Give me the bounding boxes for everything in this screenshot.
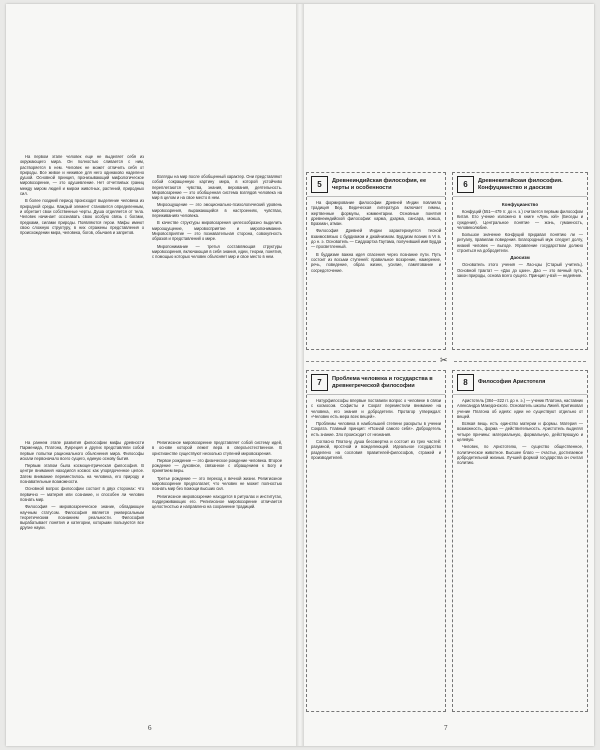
right-page [302,4,594,746]
paragraph: Религиозное мировоззрение представляет собой систему идей, в основе которой лежит вера в сверхъестественное. В христианстве существуют несколько ступеней мировоззрения. [152,440,282,456]
left-column-1-bottom [20,440,144,620]
paragraph: В буддизме важна идея спасения через познание пути. Путь состоит из восьми ступеней: правильное воззрение, намерение, речь, поведение, образ жизни, усилие, памятование и сосредоточение. [311,251,441,273]
section-7 [306,370,446,712]
section-title: Древнеиндийская философия, ее черты и особенности [332,177,427,191]
section-6 [452,172,588,350]
paragraph: Конфуций (551—479 гг. до н. э.) считается первым философом Китая. Его учение изложено в книге «Лунь юй» (Беседы и суждения). Центральное понятие — жэнь, гуманность, человеколюбие. [457,209,583,230]
left-column-2-top [152,174,282,374]
paragraph: Философия — мировоззренческое знание, обладающее научным статусом. Философия является универсальным теоретическим познанием реальности. Философия вырабатывает понятия и категории, которыми пользуются все другие науки. [20,504,144,531]
subsection-title: Конфуцианство [501,202,539,207]
section-header [307,173,445,197]
paragraph: На первом этапе человек еще не выделяет себя из окружающего мира. Он полностью сливается с ним, растворяется в нем. Человек не может отличить себя от природы. Все живое и неживое для него одинаково наделено душой. Основной принцип, пронизывающий мифологическое мировоззрение, — это одушевление. Нет отчетливых границ между миром людей и миром животных, растений, природных сил. [20,154,144,197]
paragraph: Религиозное мировоззрение находится в ритуалах и институтах, поддерживающих его. Религиозное мировоззрение отличается целостностью и направлено на сохранение традиций. [152,493,282,510]
paragraph: Всякая вещь есть единство материи и формы. Материя — возможность, форма — действительность. Аристотель выделял четыре причины: материальную, формальную, действующую и целевую. [457,421,583,443]
book-spread [6,4,594,746]
section-title: Древнекитайская философия. Конфуцианство и даосизм [478,177,563,191]
paragraph: Большое значение Конфуций придавал понятию ли — ритуалу, правилам поведения. Благородный муж следует долгу, низкий человек — выгоде. Управление государством должно строиться на добродетели. [457,232,583,254]
section-5 [306,172,446,350]
paragraph: Третье рождение — это переход к вечной жизни. Религиозное мировоззрение предполагает, что человек не может полностью познать мир без помощи высших сил. [152,475,282,492]
section-header [307,371,445,395]
cut-line [454,361,586,362]
section-title: Философия Аристотеля [478,379,546,386]
section-header [453,371,587,395]
section-number: 7 [311,374,328,391]
section-number: 6 [457,176,474,193]
paragraph: В качестве структуры мировоззрения целесообразно выделить мироощущение, мировосприятие и миропонимание. Мировосприятие — это познавательная сторона, совокупность образов и представлений о мире. [152,220,282,242]
paragraph: На раннем этапе развития философии мифы древности Парменида, Платона, Лукреция и других представляли собой первые попытки рационального объяснения мира. Философы искали первоначало всего сущего, единую основу бытия. [20,440,144,461]
paragraph: Первым этапом была космоцентрическая философия. В центре внимания находился космос как упорядоченное целое. Затем внимание переместилось на человека, его природу и познавательные возможности. [20,463,144,485]
paragraph: Основатель этого учения — Лао-цзы (Старый учитель). Основной трактат — «Дао дэ цзин». Дао — это вечный путь, закон природы, основа всего сущего. Принцип у-вэй — недеяние. [457,262,583,278]
page-number: 7 [444,724,448,732]
paragraph: Основной вопрос философии состоит в двух сторонах: что первично — материя или сознание, и способен ли человек познать мир. [20,486,144,502]
paragraph: Мироощущение — это эмоционально-психологический уровень мировоззрения, выражающийся в настроениях, чувствах, переживаниях человека. [152,202,282,219]
paragraph: Согласно Платону, душа бессмертна и состоит из трех частей: разумной, яростной и вожделеющей. Идеальное государство разделено на сословия правителей-философов, стражей и производителей. [311,439,441,460]
left-column-1-top [20,154,144,304]
section-number: 5 [311,176,328,193]
paragraph: Взгляды на мир после обобщенный характер. Они представляют собой сокращенную картину мира, в которой устойчиво переплетаются чувства, знания, верования, деятельность. Мировоззрение — это обобщенная система взглядов человека на мир в целом и на свое место в нем. [152,174,282,201]
section-8 [452,370,588,712]
paragraph: Натурфилософы впервые поставили вопрос о человеке в связи с космосом. Софисты и Сократ переместили внимание на человека, его знания и добродетели. Протагор утверждал: «Человек есть мера всех вещей». [311,398,441,419]
paragraph: Проблемы человека в наибольшей степени раскрыты в учении Сократа. Главный принцип: «Познай самого себя». Добродетель есть знание. Зло происходит от незнания. [311,421,441,437]
left-page [6,4,298,746]
paragraph: Первое рождение — это физическое рождение человека. Второе рождение — духовное, связанное с обращением к Богу и принятием веры. [152,457,282,474]
paragraph: Человек, по Аристотелю, — существо общественное, политическое животное. Высшее благо — счастье, достигаемое добродетельной жизнью. Лучшей формой государства он считал политию. [457,444,583,466]
paragraph: Миропонимание — третья составляющая структуры мировоззрения, включающая в себя знания, идеи, теории, понятия, с помощью которых человек объясняет мир и свое место в нем. [152,243,282,260]
paragraph: На формирование философии Древней Индии повлияла традиция Вед. Ведическая литература включает гимны, жертвенные формулы, комментарии. Основные понятия древнеиндийской философии: карма, дхарма, сансара, мокша, Брахман, атман. [311,200,441,227]
paragraph: Аристотель (384—322 гг. до н. э.) — ученик Платона, наставник Александра Македонского. Основатель школы Ликей. Критиковал учение Платона об идеях: идеи не существуют отдельно от вещей. [457,398,583,419]
left-column-2-bottom [152,440,282,620]
cut-line [306,361,436,362]
section-header [453,173,587,197]
page-number: 6 [148,724,152,732]
paragraph: В более поздний период происходит выделение человека из природной среды. Каждый элемент становится определенным, и обретает свои собственные черты. Душа отделяется от тела. Человек начинает осознавать свою особую связь с богами, предками, силами природы. Появляются герои. Мифы имеют свою сложную структуру, в них отражены представления о происхождении мира, человека, богов, обычаев и запретов. [20,198,144,236]
paragraph: Философия Древней Индии характеризуется тесной взаимосвязью с буддизмом и джайнизмом. Буддизм возник в VI в. до н. э. Основатель — Сиддхартха Гаутама, получивший имя Будда — просветленный. [311,228,441,250]
section-title: Проблема человека и государства в древнегреческой философии [332,375,433,389]
subsection-title: Даосизм [510,255,530,261]
scissors-icon: ✂ [440,355,448,365]
section-number: 8 [457,374,474,391]
